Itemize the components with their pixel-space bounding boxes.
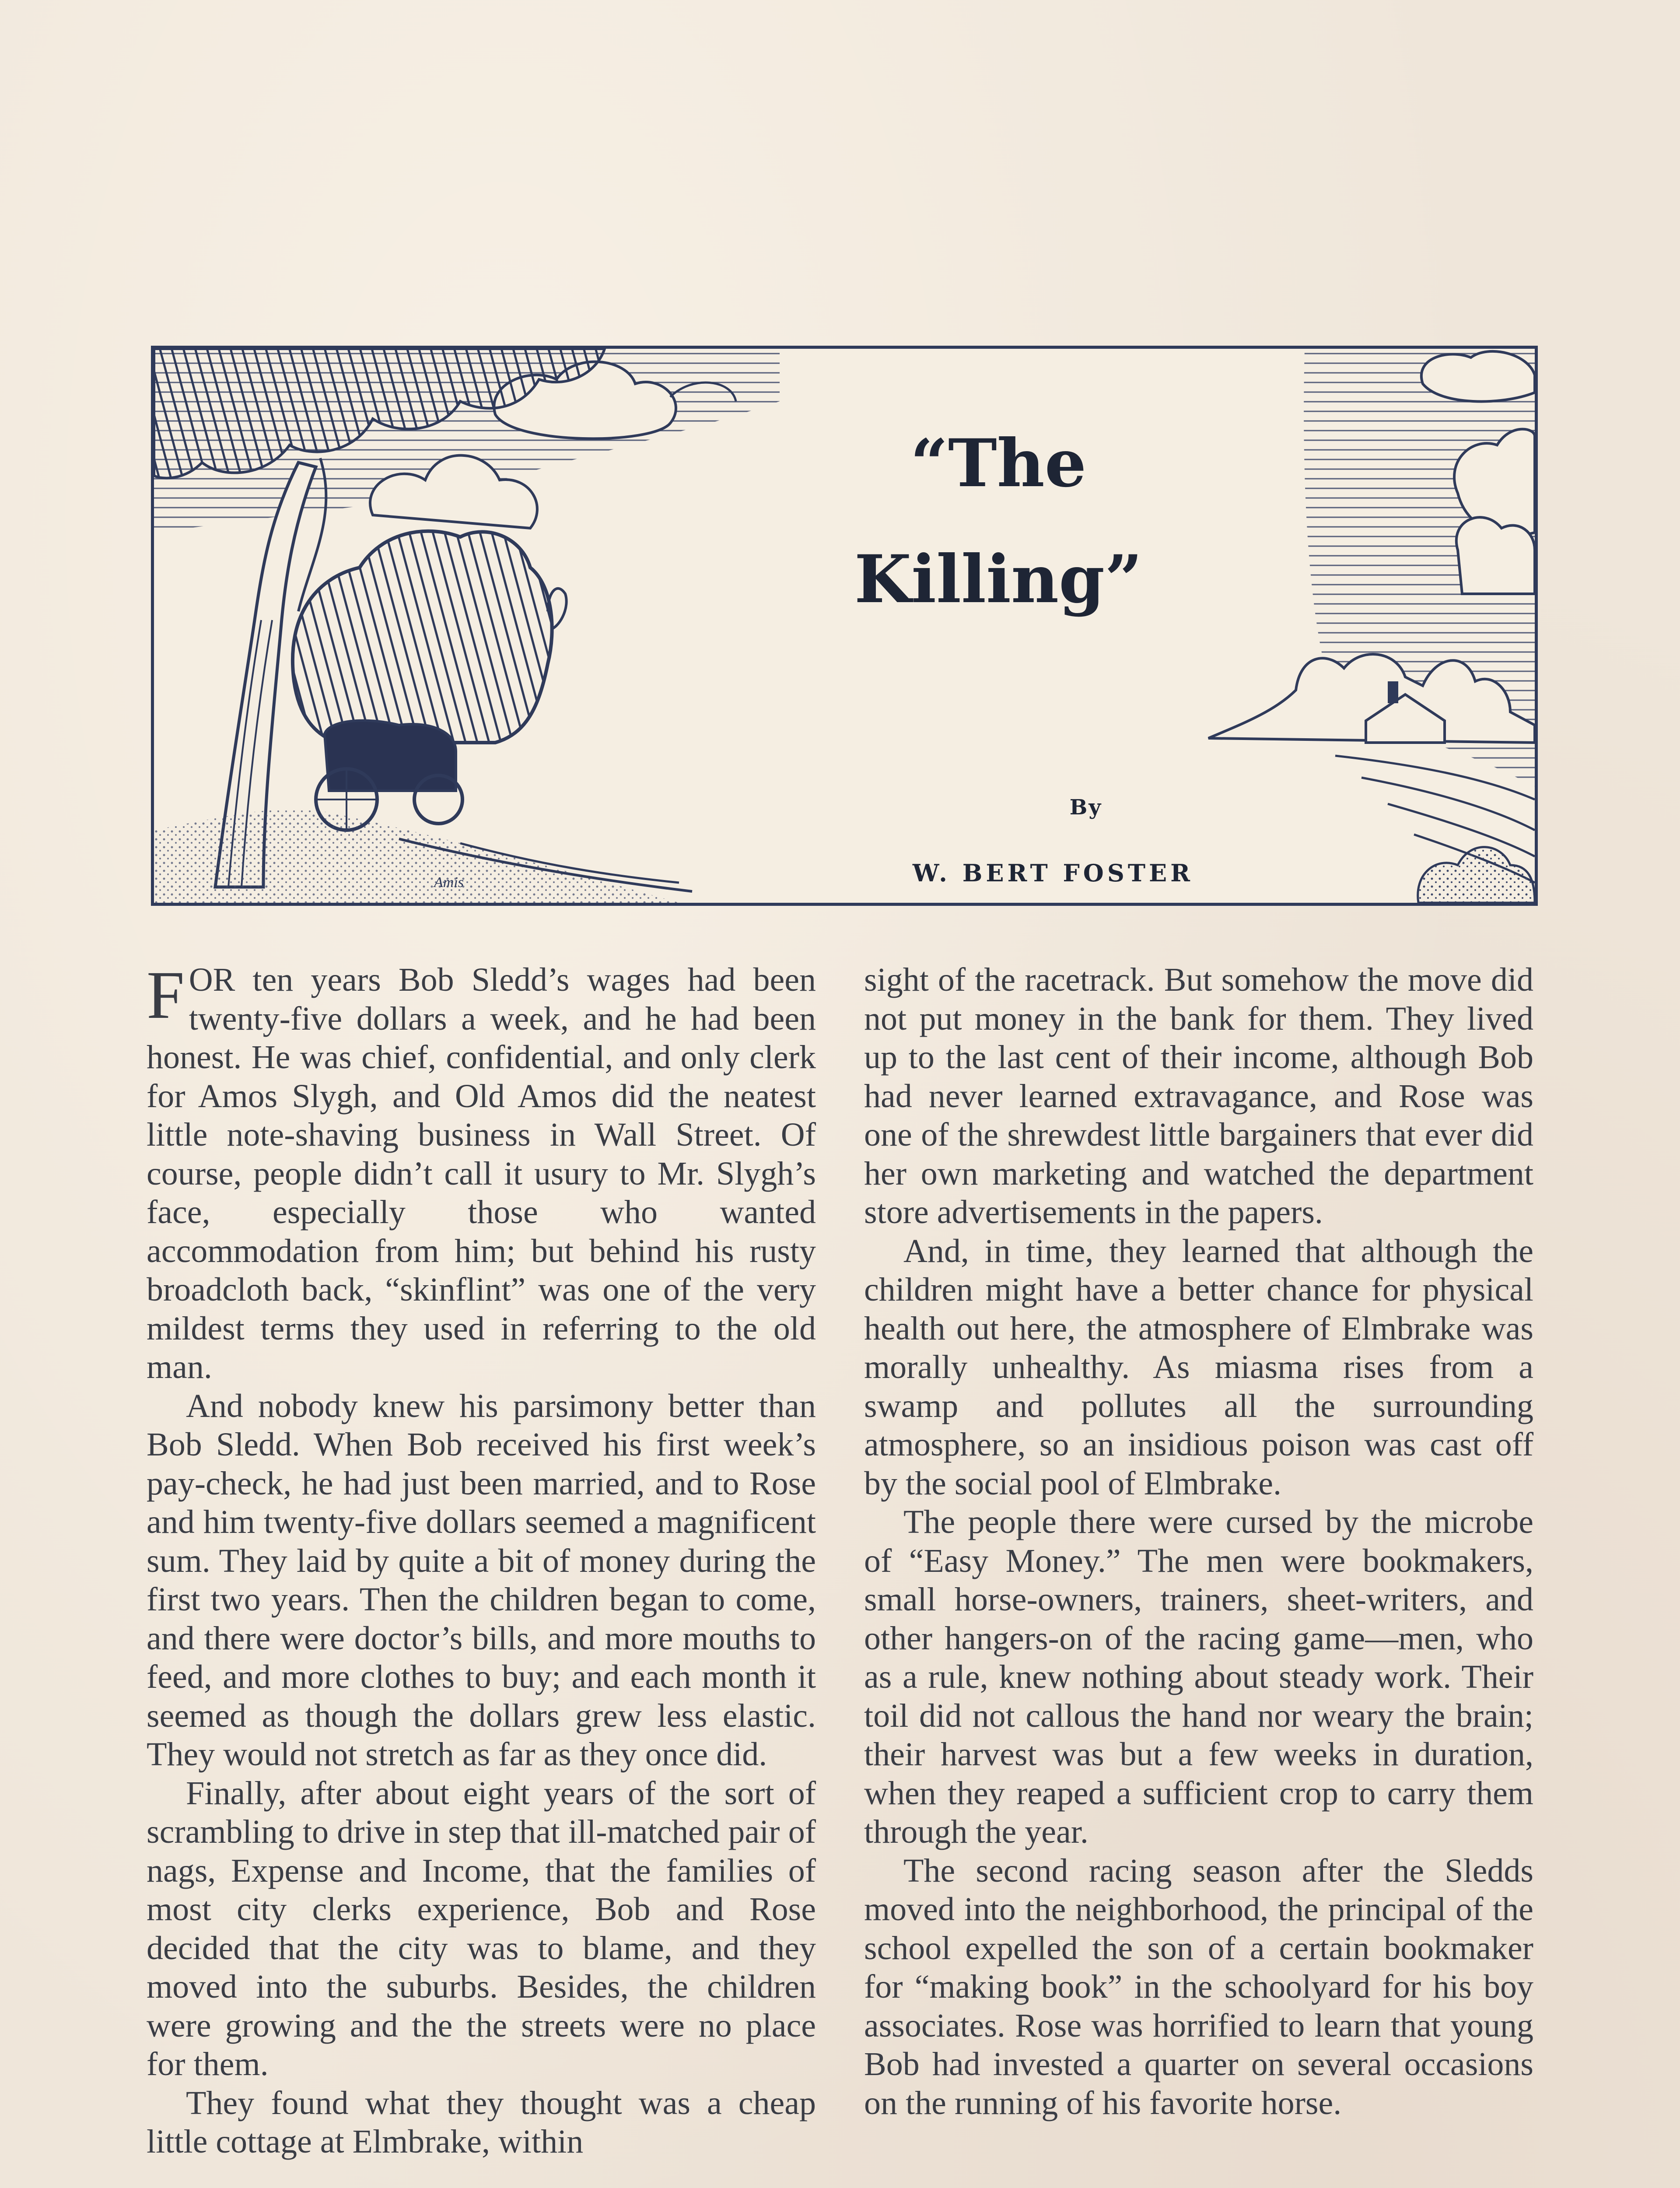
- illustrator-signature: Amis: [434, 874, 464, 891]
- title-line-1: “The: [910, 425, 1087, 502]
- title-line-2: Killing”: [854, 541, 1143, 618]
- paragraph: Finally, after about eight years of the sort of scrambling to drive in step that ill-matched pair of nags, Expense and Income, that the families of most city clerks experience, Bob and Rose decided that the city was to blame, and they moved into the suburbs. Besides, the children were growing and the the streets were no place for them.: [147, 1774, 816, 2083]
- author-name: W. BERT FOSTER: [912, 859, 1194, 887]
- paragraph-text: OR ten years Bob Sledd’s wages had been twenty-five dollars a week, and he had been honest. He was chief, confidential, and only clerk for Amos Slygh, and Old Amos did the neatest little note-shaving business in Wall Street. Of course, people didn’t call it usury to Mr. Slygh’s face, especially those who wanted accommodation from him; but behind his rusty broadcloth back, “skinflint” was one of the very mildest terms they used in referring to the old man.: [147, 961, 816, 1385]
- drop-cap: F: [147, 957, 185, 1033]
- article-column-left: [147, 957, 816, 2161]
- article-column-right: [864, 961, 1533, 2122]
- paragraph: sight of the racetrack. But somehow the move did not put money in the bank for them. They lived up to the last cent of their income, although Bob had never learned extravagance, and Rose was one of the shrewdest little bargainers that ever did her own marketing and watched the department store advertisements in the papers.: [864, 961, 1533, 1231]
- byline-by: By: [1069, 795, 1102, 820]
- byline: [845, 795, 1326, 887]
- paragraph: [147, 957, 816, 1387]
- paragraph: They found what they thought was a cheap little cottage at Elmbrake, within: [147, 2084, 816, 2160]
- article-title: [802, 406, 1195, 638]
- paragraph: And nobody knew his parsimony better than Bob Sledd. When Bob received his first week’s pay-check, he had just been married, and to Rose and him twenty-five dollars seemed a magnificent sum. They laid by quite a bit of money during the first two years. Then the children began to come, and there were doctor’s bills, and more mouths to feed, and more clothes to buy; and each month it seemed as though the dollars grew less elastic. They would not stretch as far as they once did.: [147, 1387, 816, 1773]
- paragraph: The second racing season after the Sledds moved into the neighborhood, the principal of the school expelled the son of a certain bookmaker for “making book” in the schoolyard for his boy associates. Rose was horrified to learn that young Bob had invested a quarter on several occasions on the running of his favorite horse.: [864, 1852, 1533, 2121]
- title-illustration: [151, 346, 1538, 906]
- paragraph: The people there were cursed by the microbe of “Easy Money.” The men were bookmakers, small horse-owners, trainers, sheet-writers, and other hangers-on of the racing game—men, who as a rule, knew nothing about steady work. Their toil did not callous the hand nor weary the brain; their harvest was but a few weeks in duration, when they reaped a sufficient crop to carry them through the year.: [864, 1504, 1533, 1850]
- paragraph: And, in time, they learned that although the children might have a better chance for physical health out here, the atmosphere of Elmbrake was morally unhealthy. As miasma rises from a swamp and pollutes all the surrounding atmosphere, so an insidious poison was cast off by the social pool of Elmbrake.: [864, 1232, 1533, 1502]
